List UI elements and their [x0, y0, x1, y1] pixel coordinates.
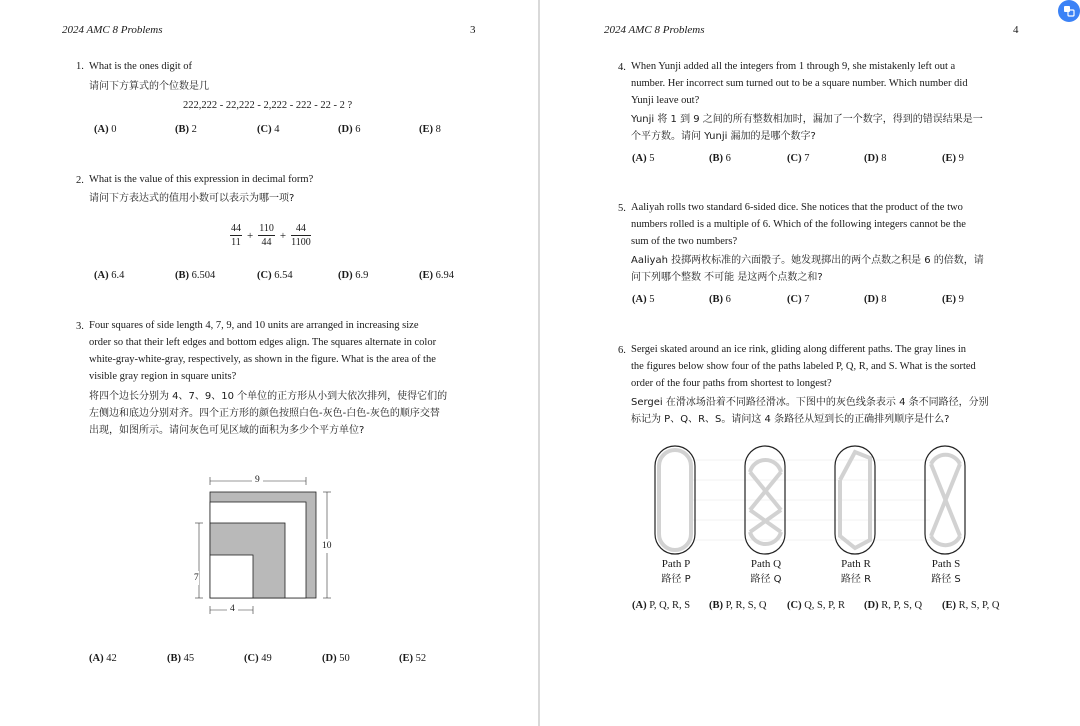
choice-d[interactable]: (D) 6	[338, 124, 361, 135]
choice-d[interactable]: (D) 8	[864, 153, 887, 164]
choice-c[interactable]: (C) 6.54	[257, 270, 293, 281]
dimension-label-9: 9	[252, 475, 263, 485]
problem-text-en-line: Sergei skated around an ice rink, gliding along different paths. The gray lines in	[631, 344, 967, 355]
problem-text-en-line: sum of the two numbers?	[631, 236, 738, 247]
problem-text-cn-line: Sergei 在滑冰场沿着不同路径滑冰。下图中的灰色线条表示 4 条不同路径，分别	[631, 397, 989, 408]
choice-c[interactable]: (C) 7	[787, 153, 810, 164]
path-s-shape	[925, 446, 965, 554]
choice-a[interactable]: (A) P, Q, R, S	[632, 600, 691, 611]
dimension-label-7: 7	[194, 573, 199, 583]
problem-text-en-line: white-gray-white-gray, respectively, as shown in the figure. What is the area of the	[89, 354, 436, 365]
problem-text-en: What is the ones digit of	[89, 61, 192, 72]
choice-a[interactable]: (A) 6.4	[94, 270, 125, 281]
choice-c[interactable]: (C) 49	[244, 653, 272, 664]
choice-c[interactable]: (C) 7	[787, 294, 810, 305]
problem-text-en-line: When Yunji added all the integers from 1 through 9, she mistakenly left out a	[631, 61, 956, 72]
choice-b[interactable]: (B) 45	[167, 653, 195, 664]
choice-a[interactable]: (A) 5	[632, 153, 655, 164]
choice-d[interactable]: (D) 6.9	[338, 270, 369, 281]
choice-c[interactable]: (C) 4	[257, 124, 280, 135]
choice-b[interactable]: (B) 6.504	[175, 270, 216, 281]
math-expression: 222,222 - 22,222 - 2,222 - 222 - 22 - 2 ?	[183, 100, 353, 111]
problem-text-cn-line: 个平方数。请问 Yunji 漏加的是哪个数字?	[631, 131, 816, 142]
problem-number: 1.	[76, 61, 84, 72]
dimension-label-4: 4	[227, 604, 238, 614]
problem-text-cn-line: Aaliyah 投掷两枚标准的六面骰子。她发现掷出的两个点数之积是 6 的倍数，请	[631, 255, 984, 266]
choice-a[interactable]: (A) 0	[94, 124, 117, 135]
problem-text-cn-line: 出现，如图所示。请问灰色可见区域的面积为多少个平方单位?	[89, 425, 365, 436]
choice-b[interactable]: (B) 6	[709, 153, 731, 164]
choice-e[interactable]: (E) R, S, P, Q	[942, 600, 1000, 611]
page-number: 3	[470, 24, 476, 36]
problem-number: 3.	[76, 321, 84, 332]
page-header: 2024 AMC 8 Problems	[62, 24, 163, 36]
choice-e[interactable]: (E) 8	[419, 124, 441, 135]
choice-a[interactable]: (A) 42	[89, 653, 117, 664]
problem-number: 2.	[76, 175, 84, 186]
page-header: 2024 AMC 8 Problems	[604, 24, 705, 36]
problem-text-cn-line: 左侧边和底边分别对齐。四个正方形的颜色按照白色-灰色-白色-灰色的顺序交替	[89, 408, 440, 419]
problem-number: 5.	[618, 203, 626, 214]
problem-text-cn-line: 问下列哪个整数 不可能 是这两个点数之和?	[631, 272, 823, 283]
fraction-3: $\frac{44}{1100}$	[291, 223, 311, 248]
problem-text-en-line: order of the four paths from shortest to longest?	[631, 378, 832, 389]
problem-text-en-line: visible gray region in square units?	[89, 371, 237, 382]
choice-b[interactable]: (B) P, R, S, Q	[709, 600, 767, 611]
path-r-label: Path R 路径 R	[840, 558, 872, 585]
problem-text-en-line: Aaliyah rolls two standard 6-sided dice. She notices that the product of the two	[631, 202, 963, 213]
choice-b[interactable]: (B) 2	[175, 124, 197, 135]
choice-b[interactable]: (B) 6	[709, 294, 731, 305]
choice-e[interactable]: (E) 9	[942, 153, 964, 164]
fraction-2: $\frac{110}{44}$	[259, 223, 274, 248]
choice-e[interactable]: (E) 6.94	[419, 270, 454, 281]
path-q-label: Path Q 路径 Q	[750, 558, 782, 585]
problem-text-en-line: Yunji leave out?	[631, 95, 700, 106]
paths-figure	[640, 440, 980, 560]
right-page	[540, 0, 1080, 726]
translate-icon	[1063, 5, 1075, 17]
problem-text-cn-line: 将四个边长分别为 4、7、9、10 个单位的正方形从小到大依次排列，使得它们的	[89, 391, 448, 402]
problem-text-cn: 请问下方表达式的值用小数可以表示为哪一项?	[89, 193, 295, 204]
problem-text-en: What is the value of this expression in decimal form?	[89, 174, 314, 185]
problem-text-en-line: the figures below show four of the paths labeled P, Q, R, and S. What is the sorted	[631, 361, 976, 372]
choice-c[interactable]: (C) Q, S, P, R	[787, 600, 846, 611]
choice-d[interactable]: (D) R, P, S, Q	[864, 600, 923, 611]
problem-text-cn: 请问下方算式的个位数是几	[89, 81, 209, 92]
fraction-expression: $\frac{44}{11}$ + $\frac{110}{44}$ + $\frac{44}{1100}$	[231, 223, 311, 248]
problem-text-cn-line: 标记为 P、Q、R、S。请问这 4 条路径从短到长的正确排列顺序是什么?	[631, 414, 950, 425]
problem-text-en-line: numbers rolled is a multiple of 6. Which of the following integers cannot be the	[631, 219, 966, 230]
problem-text-en-line: Four squares of side length 4, 7, 9, and 10 units are arranged in increasing size	[89, 320, 419, 331]
translate-toggle-button[interactable]	[1058, 0, 1080, 22]
left-page	[0, 0, 538, 726]
dimension-label-10: 10	[322, 541, 332, 551]
problem-text-cn-line: Yunji 将 1 到 9 之间的所有整数相加时，漏加了一个数字，得到的错误结果是一	[631, 114, 983, 125]
page-number: 4	[1013, 24, 1019, 36]
choice-d[interactable]: (D) 8	[864, 294, 887, 305]
square-4-white	[210, 555, 253, 598]
problem-number: 6.	[618, 345, 626, 356]
problem-number: 4.	[618, 62, 626, 73]
path-p-shape	[655, 446, 695, 554]
fraction-1: $\frac{44}{11}$	[231, 223, 241, 248]
problem-text-en-line: order so that their left edges and bottom edges align. The squares alternate in color	[89, 337, 437, 348]
path-s-label: Path S 路径 S	[931, 558, 961, 585]
choice-a[interactable]: (A) 5	[632, 294, 655, 305]
choice-e[interactable]: (E) 9	[942, 294, 964, 305]
problem-text-en-line: number. Her incorrect sum turned out to be a square number. Which number did	[631, 78, 968, 89]
path-p-label: Path P 路径 P	[661, 558, 691, 585]
choice-e[interactable]: (E) 52	[399, 653, 427, 664]
rink-grid	[690, 460, 930, 540]
choice-d[interactable]: (D) 50	[322, 653, 350, 664]
